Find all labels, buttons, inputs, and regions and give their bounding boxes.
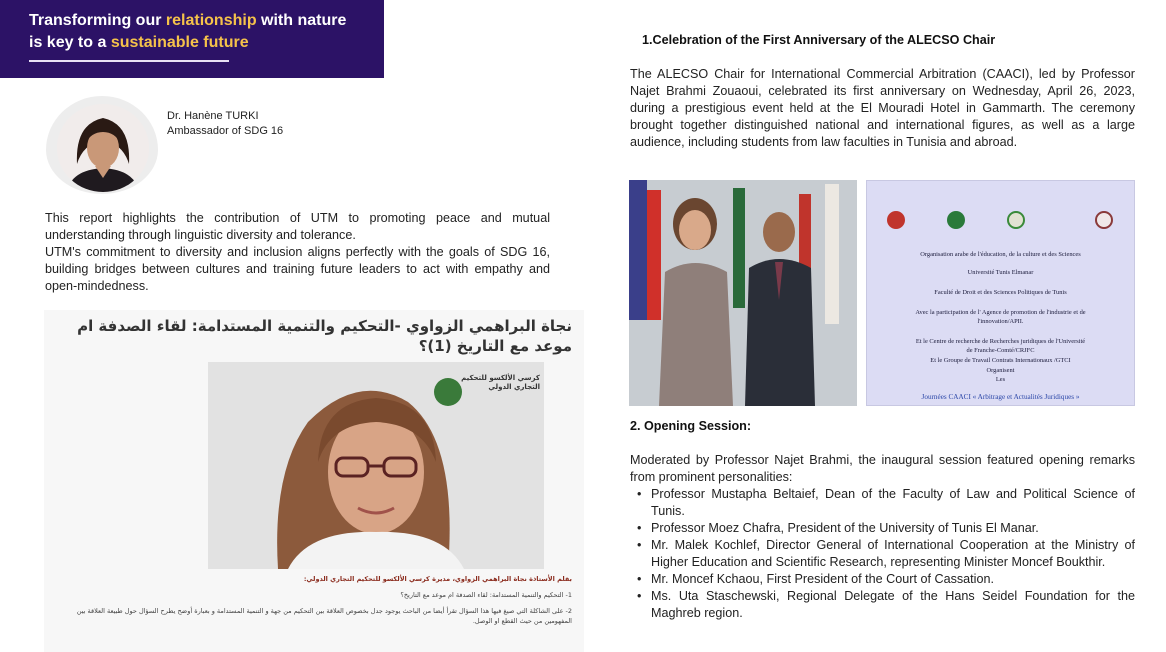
poster-line: Et le Centre de recherche de Recherches juridiques de l'Université [915,338,1086,345]
banner-line-1 [29,12,346,30]
poster-line: Les [995,376,1006,383]
banner-text: with nature [256,12,347,29]
poster-line: Et le Groupe de Travail Contrats Internationaux /GTCI [930,357,1071,364]
poster-logo-icon [947,211,965,229]
list-item: • Mr. Moncef Kchaou, First President of the Court of Cassation. [630,571,1135,588]
banner-highlight: relationship [165,12,257,29]
poster-logo-icon [887,211,905,229]
list-item: • Ms. Uta Staschewski, Regional Delegate of the Hans Seidel Foundation for the Maghreb region. [630,588,1135,622]
intro-text [45,210,550,295]
clipping-logo-text: كرسي الألكسو للتحكيم التجاري الدولي [461,374,540,391]
poster-line: Organisation arabe de l'éducation, de la culture et des Sciences [920,251,1081,258]
section-2-intro [630,452,1135,486]
clipping-byline: بقلم الأستاذة نجاة البراهمي الزواوي، مديرة كرسي الألكسو للتحكيم التجاري الدولي: [303,575,572,583]
list-item: • Professor Moez Chafra, President of the University of Tunis El Manar. [630,520,1135,537]
section-1-text [630,66,1135,151]
banner-divider [29,60,229,62]
banner-line-2 [29,34,249,52]
banner-highlight: sustainable future [110,34,249,51]
list-item: • Mr. Malek Kochlef, Director General of International Cooperation at the Ministry of Higher Education and Scientific Research, representing Minister Moncef Boukthir. [630,537,1135,571]
section-1-paragraph: The ALECSO Chair for International Commercial Arbitration (CAACI), led by Professor Najet Brahmi Zouaoui, celebrated its first anniversary on Wednesday, April 26, 2023, during a prestigious event held at the El Mouradi Hotel in Gammarth. The ceremony brought together distinguished national and international figures, as well as a large audience, including students from law faculties in Tunisia and abroad. [630,67,1135,149]
clipping-question-2: 2- على الشاكلة التي صيغ فيها هذا السؤال تقرأ أيضا من الباحث يوجود جدل بخصوص العلاقة بين التحكيم من جهة و التنمية المستدامة و بعبارة أوضح يطرح السؤال حول طبيعة العلاقة بين المفهومين من حيث القطع او الوصل. [76,607,572,625]
poster-line: Avec la participation de l' Agence de promotion de l'industrie et de [915,309,1086,316]
event-poster [866,180,1135,406]
poster-line: Université Tunis Elmanar [967,269,1034,276]
intro-paragraph-1: This report highlights the contribution of UTM to promoting peace and mutual understanding through linguistic diversity and tolerance. [45,211,550,242]
clipping-question-1: 1- التحكيم والتنمية المستدامة: لقاء الصدفة ام موعد مع التاريخ؟ [400,591,572,599]
newspaper-clipping [44,310,584,652]
poster-logo-icon [1007,211,1025,229]
author-name: Dr. Hanène TURKI [167,110,259,122]
poster-line: Organisent [986,367,1015,374]
section-1-title: 1.Celebration of the First Anniversary of the ALECSO Chair [642,33,996,47]
header-banner [0,0,384,78]
poster-logo-icon [1095,211,1113,229]
event-photo [629,180,857,406]
poster-line: Faculté de Droit et des Sciences Politiques de Tunis [934,289,1067,296]
clipping-photo [208,362,544,569]
author-role: Ambassador of SDG 16 [167,125,284,137]
poster-event-name: Journées CAACI « Arbitrage et Actualités Juridiques » [921,393,1080,401]
section-2-paragraph: Moderated by Professor Najet Brahmi, the inaugural session featured opening remarks from prominent personalities: [630,453,1135,484]
banner-text: is key to a [29,34,111,51]
clipping-title: نجاة البراهمي الزواوي -التحكيم والتنمية المستدامة: لقاء الصدفة ام موعد مع التاريخ (1)؟ [77,317,572,355]
list-item: • Professor Mustapha Beltaief, Dean of the Faculty of Law and Political Science of Tunis. [630,486,1135,520]
intro-paragraph-2: UTM's commitment to diversity and inclusion aligns perfectly with the goals of SDG 16, building bridges between cultures and training future leaders to act with empathy and open-mindedness. [45,245,550,293]
speaker-list [630,486,1135,622]
banner-text: Transforming our [29,12,166,29]
poster-line: l'innovation/APII. [977,318,1024,325]
poster-line: de Franche-Comté/CRJFC [966,347,1035,354]
author-portrait [57,104,149,192]
section-2-title: 2. Opening Session: [630,419,752,433]
